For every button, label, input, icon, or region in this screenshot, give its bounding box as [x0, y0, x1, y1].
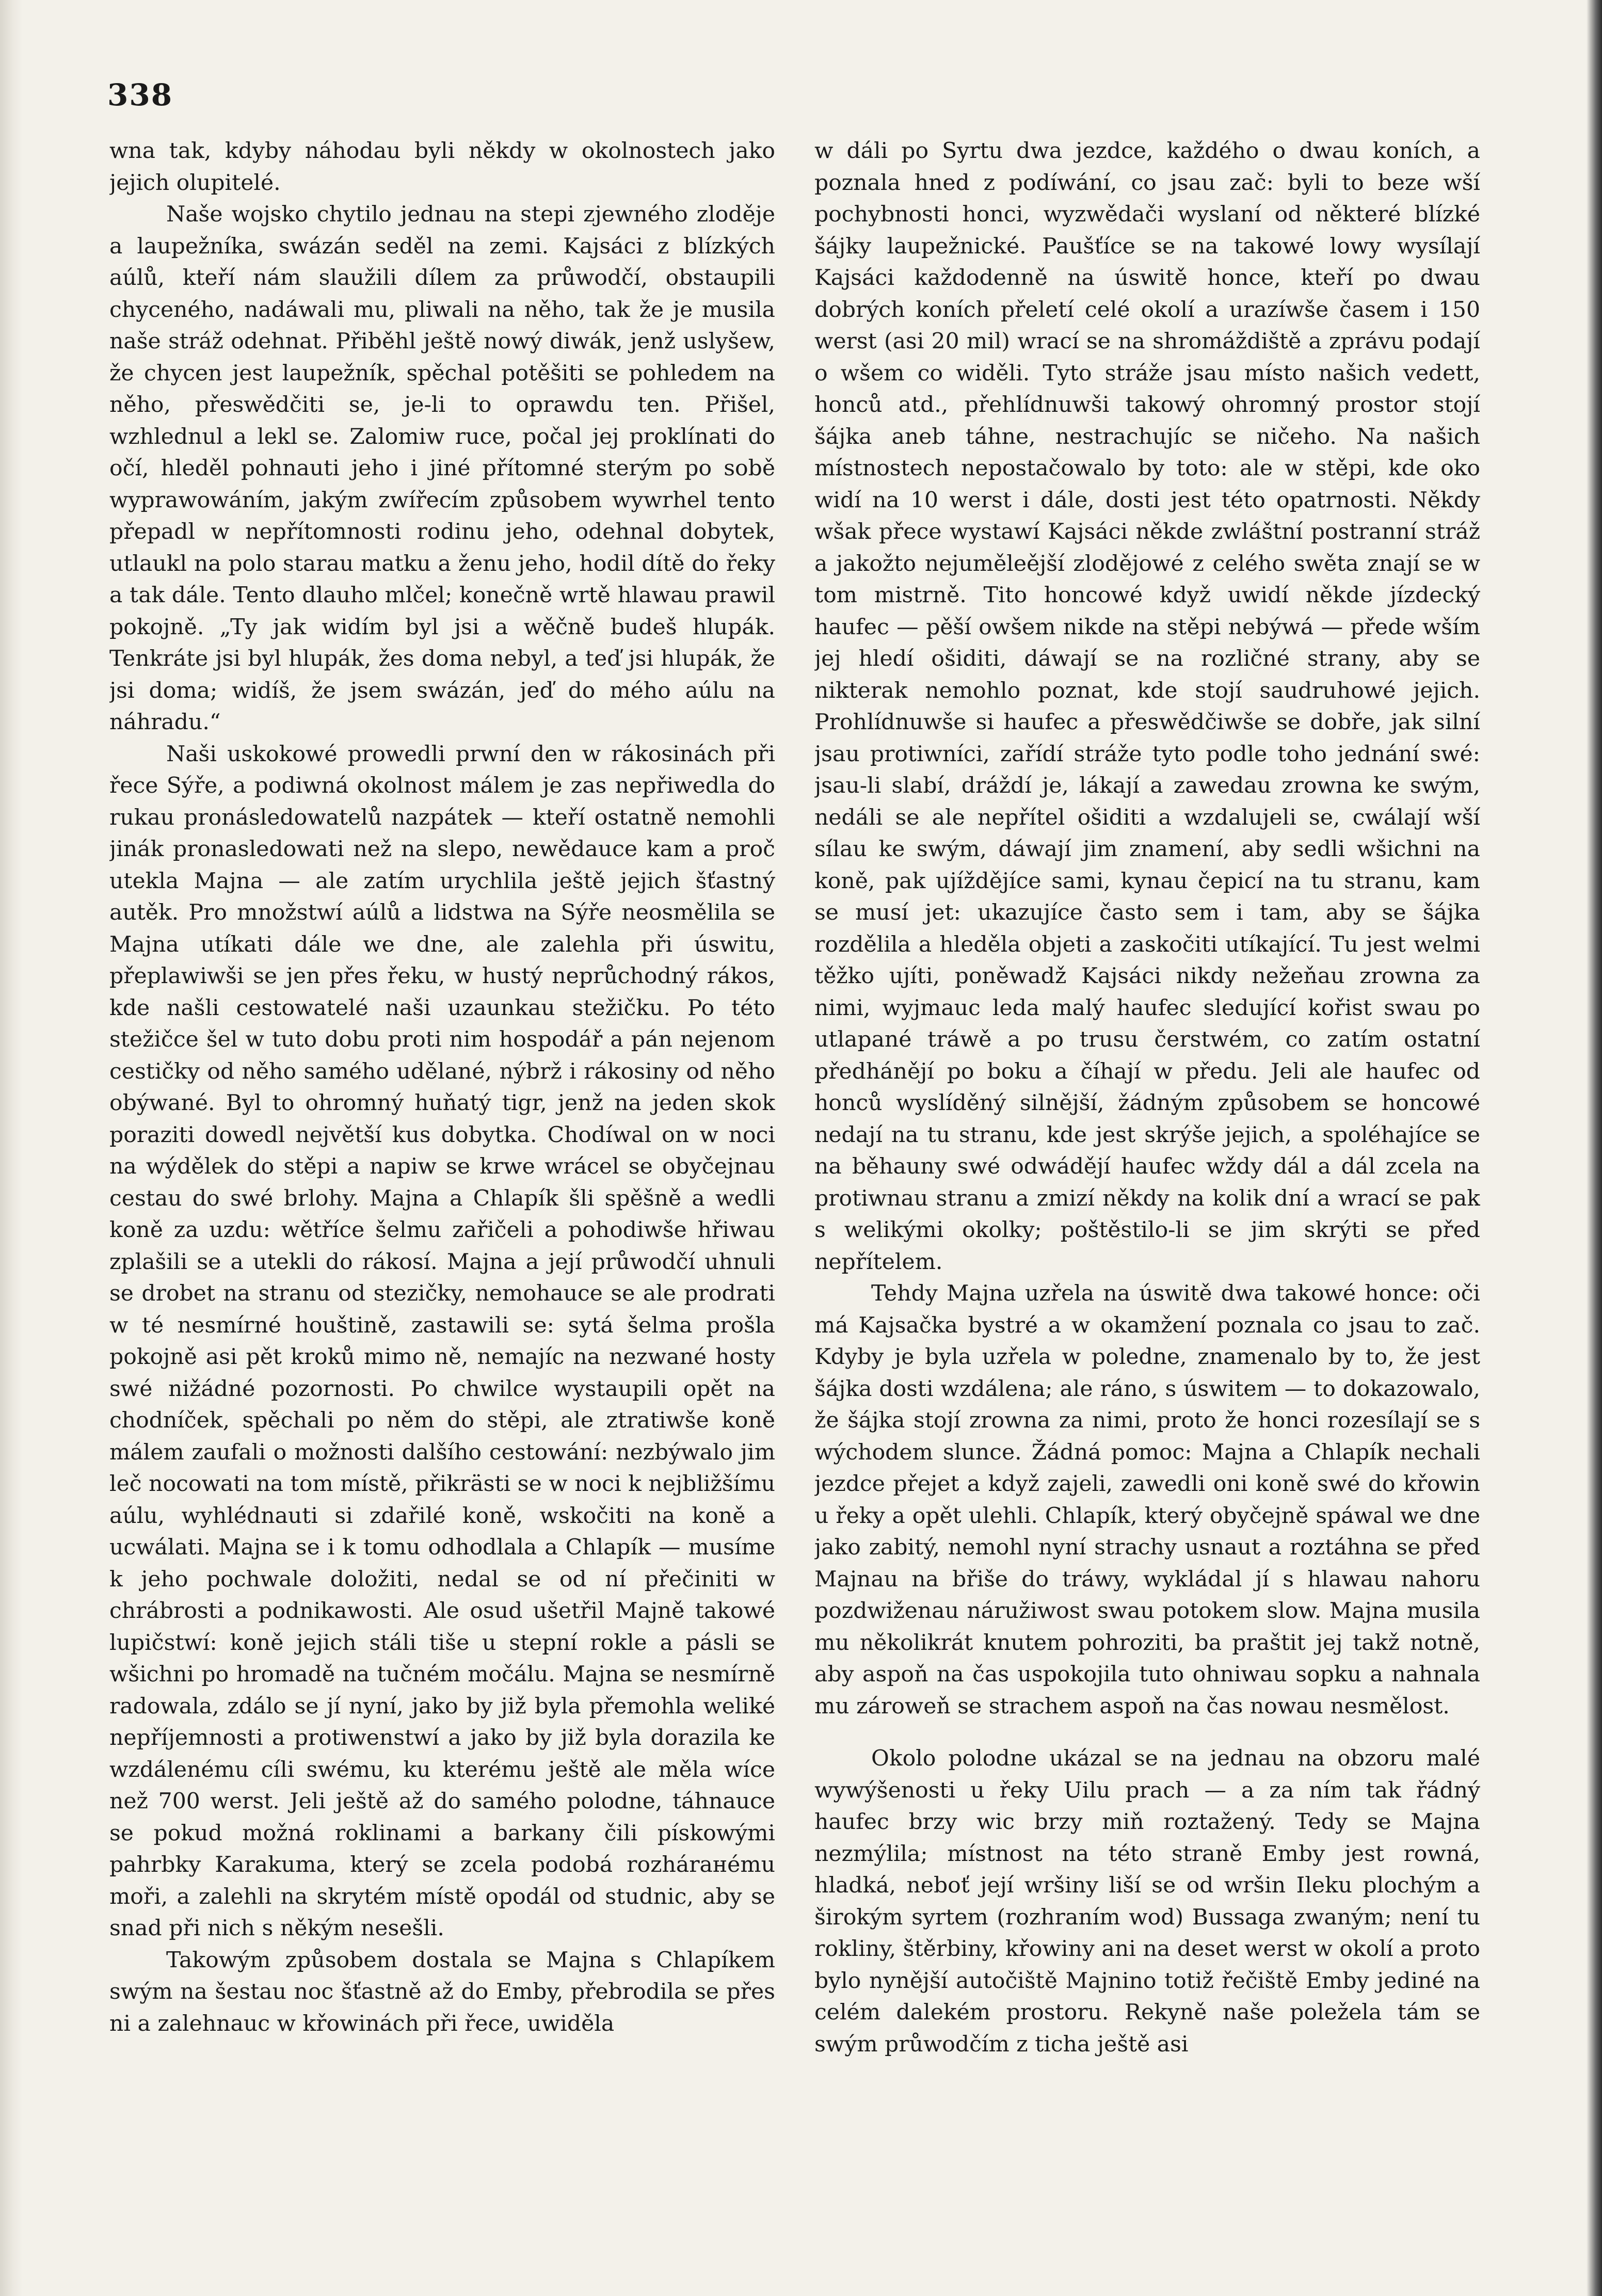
left-text-column [109, 135, 775, 2230]
right-text-column [814, 135, 1480, 2230]
paragraph: Tehdy Majna uzřela na úswitě dwa takowé honce: oči má Kajsačka bystré a w okamžení poznala co jsau to zač. Kdyby je byla uzřela w poledne, znamenalo by to, že jest šájka dosti wzdálena; ale ráno, s úswitem — to dokazowalo, že šájka stojí zrowna za nimi, proto že honci rozesílají se s wýchodem slunce. Žádná pomoc: Majna a Chlapík nechali jezdce přejet a když zajeli, zawedli oni koně swé do křowin u řeky a opět ulehli. Chlapík, který obyčejně spáwal we dne jako zabitý, nemohl nyní strachy usnaut a roztáhna se před Majnau na břiše do tráwy, wykládal jí s hlawau nahoru pozdwiženau náružiwost swau potokem slow. Majna musila mu několikrát knutem pohroziti, ba praštit jej takž notně, aby aspoň na čas uspokojila tuto ohniwau sopku a nahnala mu zároweň se strachem aspoň na čas nowau nesmělost. [814, 1281, 1480, 1719]
paragraph: w dáli po Syrtu dwa jezdce, každého o dwau koních, a poznala hned z podíwání, co jsau zač: byli to beze wší pochybnosti honci, wyzwědači wyslaní od některé blízké šájky laupežnické. Paušťíce se na takowé lowy wysílají Kajsáci každodenně na úswitě honce, kteří po dwau dobrých koních přeletí celé okolí a urazíwše časem i 150 werst (asi 20 mil) wrací se na shromáždiště a zprávu podají o wšem co widěli. Tyto stráže jsau místo našich vedett, honců atd., přehlídnuwši takowý ohromný prostor stojí šájka aneb táhne, nestrachujíc se ničeho. Na našich místnostech nepostačowalo by toto: ale w stěpi, kde oko widí na 10 werst i dále, dosti jest této opatrnosti. Někdy wšak přece wystawí Kajsáci někde zwláštní postranní stráž a jakožto nejuměleější zlodějowé z celého swěta znají se w tom mistrně. Tito honcowé když uwidí někde jízdecký haufec — pěší owšem nikde na stěpi nebýwá — přede wším jej hledí ošiditi, dáwají se na rozličné strany, aby se nikterak nemohlo poznat, kde stojí saudruhowé jejich. Prohlídnuwše si haufec a přeswědčiwše se dobře, jak silní jsau protiwníci, zařídí stráže tyto podle toho jednání swé: jsau-li slabí, dráždí je, lákají a zawedau zrowna ke swým, nedáli se ale nepřítel ošiditi a wzdalujeli se, cwálají wší sílau ke swým, dáwají jim znamení, aby sedli wšichni na koně, pak ujíždějíce sami, kynau čepicí na tu stranu, kam se musí jet: ukazujíce často sem i tam, aby se šájka rozdělila a hleděla objeti a zaskočiti utíkající. Tu jest welmi těžko ujíti, poněwadž Kajsáci nikdy nežeňau zrowna za nimi, wyjmauc leda malý haufec sledující kořist swau po utlapané tráwě a po trusu čerstwém, co zatím ostatní předhánějí po boku a číhají w předu. Jeli ale haufec od honců wyslíděný silnější, žádným způsobem se honcowé nedají na tu stranu, kde jest skrýše jejich, a spoléhajíce se na běhauny swé odwádějí haufec wždy dál a dál zcela na protiwnau stranu a zmizí někdy na kolik dní a wrací se pak s welikými okolky; poštěstilo-li se jim skrýti se před nepřítelem. [814, 138, 1480, 1275]
paragraph: wna tak, kdyby náhodau byli někdy w okolnostech jako jejich olupitelé. [109, 138, 775, 196]
page-edge-shadow-left [0, 0, 23, 2296]
paragraph: Naši uskokowé prowedli prwní den w rákosinách při řece Sýře, a podiwná okolnost málem je zas nepřiwedla do rukau pronásledowatelů nazpátek — kteří ostatně nemohli jinák pronasledowati než na slepo, newědauce kam a proč utekla Majna — ale zatím urychlila ještě jejich šťastný autěk. Pro množstwí aúlů a lidstwa na Sýře neosmělila se Majna utíkati dále we dne, ale zalehla při úswitu, přeplawiwši se jen přes řeku, w hustý neprůchodný rákos, kde našli cestowatelé naši uzaunkau stežičku. Po této stežičce šel w tuto dobu proti nim hospodář a pán nejenom cestičky od něho samého udělané, nýbrž i rákosiny od něho obýwané. Byl to ohromný huňatý tigr, jenž na jeden skok poraziti dowedl největší kus dobytka. Chodíwal on w noci na wýdělek do stěpi a napiw se krwe wrácel se obyčejnau cestau do swé brlohy. Majna a Chlapík šli spěšně a wedli koně za uzdu: wětříce šelmu zařičeli a pohodiwše hřiwau zplašili se a utekli do rákosí. Majna a její průwodčí uhnuli se drobet na stranu od stezičky, nemohauce se ale prodrati w té nesmírné houštině, zastawili se: sytá šelma prošla pokojně asi pět kroků mimo ně, nemajíc na nezwané hosty swé nižádné pozornosti. Po chwilce wystaupili opět na chodníček, spěchali po něm do stěpi, ale ztratiwše koně málem zaufali o možnosti dalšího cestowání: nezbýwalo jim leč nocowati na tom místě, přikrästi se w noci k nejbližšímu aúlu, wyhlédnauti si zdařilé koně, wskočiti na koně a ucwálati. Majna se i k tomu odhodlala a Chlapík — musíme k jeho pochwale doložiti, nedal se od ní přečiniti w chrábrosti a podnikawosti. Ale osud ušetřil Majně takowé lupičstwí: koně jejich stáli tiše u stepní rokle a pásli se wšichni po hromadě na tučném močálu. Majna se nesmírně radowala, zdálo se jí nyní, jako by již byla přemohla weliké nepříjemnosti a protiwenstwí a jako by již byla dorazila ke wzdálenému cíli swému, ku kterému ještě ale měla wíce než 700 werst. Jeli ještě až do samého polodne, táhnauce se pokud možná roklinami a barkany čili pískowými pahrbky Karakuma, který se zcela podobá rozhárанému moři, a zalehli na skrytém místě opodál od studnic, aby se snad při nich s někým nesešli. [109, 741, 775, 1941]
paragraph: Takowým způsobem dostala se Majna s Chlapíkem swým na šestau noc šťastně až do Emby, přebrodila se přes ni a zalehnauc w křowinách při řece, uwiděla [109, 1947, 775, 2036]
page-number: 338 [107, 77, 173, 113]
paragraph: Okolo polodne ukázal se na jednau na obzoru malé wywýšenosti u řeky Uilu prach — a za ním tak řádný haufec brzy wic brzy miň roztažený. Tedy se Majna nezmýlila; místnost na této straně Emby jest rowná, hladká, neboť její wršiny liší se od wršin Ileku plochým a širokým syrtem (rozhraním wod) Bussaga zwaným; není tu rokliny, štěrbiny, křowiny ani na deset werst w okolí a proto bylo nynější autočiště Majnino totiž řečiště Emby jediné na celém dalekém prostoru. Rekyně naše poležela tám se swým průwodčím z ticha ještě asi [814, 1746, 1480, 2057]
page-edge-shadow-right [1587, 0, 1602, 2296]
paragraph: Naše wojsko chytilo jednau na stepi zjewného zloděje a laupežníka, swázán seděl na zemi. Kajsáci z blízkých aúlů, kteří nám slaužili dílem za průwodčí, obstaupili chyceného, nadáwali mu, pliwali na něho, tak že je musila naše stráž odehnat. Přiběhl ještě nowý diwák, jenž uslyšew, že chycen jest laupežník, spěchal potěšiti se pohledem na něho, přeswědčiti se, je-li to oprawdu ten. Přišel, wzhlednul a lekl se. Zalomiw ruce, počal jej proklínati do očí, hleděl pohnauti jeho i jiné přítomné sterým po sobě wyprawowáním, jakým zwířecím způsobem wywrhel tento přepadl w nepřítomnosti rodinu jeho, odehnal dobytek, utlaukl na polo starau matku a ženu jeho, hodil dítě do řeky a tak dále. Tento dlauho mlčel; konečně wrtě hlawau prawil pokojně. „Ty jak widím byl jsi a wěčně budeš hlupák. Tenkráte jsi byl hlupák, žes doma nebyl, a teď jsi hlupák, že jsi doma; widíš, že jsem swázán, jeď do mého aúlu na náhradu.“ [109, 202, 775, 735]
